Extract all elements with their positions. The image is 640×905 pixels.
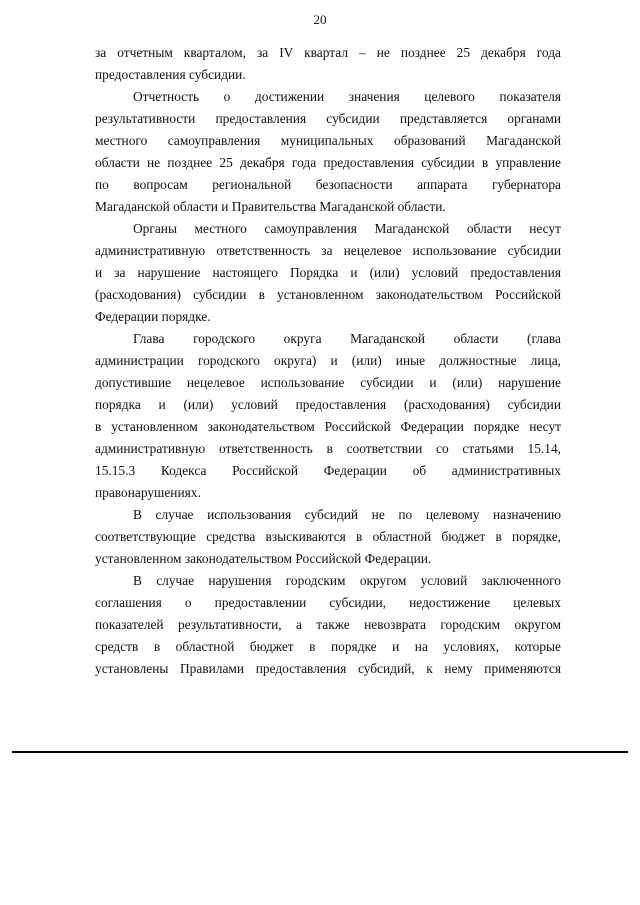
page-bottom-rule [12,751,628,753]
text-line: средств в областной бюджет в порядке и на условиях, которые [95,639,561,654]
paragraph [95,570,561,680]
text-line: порядка и (или) условий предоставления (расходования) субсидии [95,397,561,412]
text-line: установлены Правилами предоставления субсидий, к нему применяются [95,661,561,676]
text-line: и за нарушение настоящего Порядка и (или) условий предоставления [95,265,561,280]
text-line: установленном законодательством Российской Федерации. [95,551,432,566]
text-line: местного самоуправления муниципальных образований Магаданской [95,133,561,148]
paragraph [95,504,561,570]
text-line: административную ответственность за нецелевое использование субсидии [95,243,561,258]
paragraph [95,86,561,218]
text-line: по вопросам региональной безопасности аппарата губернатора [95,177,561,192]
text-line: области не позднее 25 декабря года предоставления субсидии в управление [95,155,561,170]
text-line: в установленном законодательством Российской Федерации порядке несут [95,419,561,434]
text-line: (расходования) субсидии в установленном законодательством Российской [95,287,561,302]
text-line: Отчетность о достижении значения целевого показателя [133,89,561,104]
paragraph [95,218,561,328]
text-line: результативности предоставления субсидии представляется органами [95,111,561,126]
text-line: соглашения о предоставлении субсидии, недостижение целевых [95,595,561,610]
text-line: В случае использования субсидий не по целевому назначению [133,507,561,522]
text-line: Магаданской области и Правительства Магаданской области. [95,199,446,214]
text-line: В случае нарушения городским округом условий заключенного [133,573,561,588]
document-body [95,42,561,680]
text-line: допустившие нецелевое использование субсидии и (или) нарушение [95,375,561,390]
text-line: соответствующие средства взыскиваются в областной бюджет в порядке, [95,529,561,544]
text-line: административную ответственность в соответствии со статьями 15.14, [95,441,561,456]
text-line: за отчетным кварталом, за IV квартал – не позднее 25 декабря года [95,45,561,60]
text-line: предоставления субсидии. [95,67,246,82]
text-line: Глава городского округа Магаданской области (глава [133,331,561,346]
text-line: показателей результативности, а также невозврата городским округом [95,617,561,632]
paragraph [95,42,561,86]
paragraph [95,328,561,504]
text-line: Органы местного самоуправления Магаданской области несут [133,221,561,236]
text-line: Федерации порядке. [95,309,211,324]
text-line: правонарушениях. [95,485,201,500]
text-line: 15.15.3 Кодекса Российской Федерации об административных [95,463,561,478]
text-line: администрации городского округа) и (или) иные должностные лица, [95,353,561,368]
page-number: 20 [313,12,327,27]
